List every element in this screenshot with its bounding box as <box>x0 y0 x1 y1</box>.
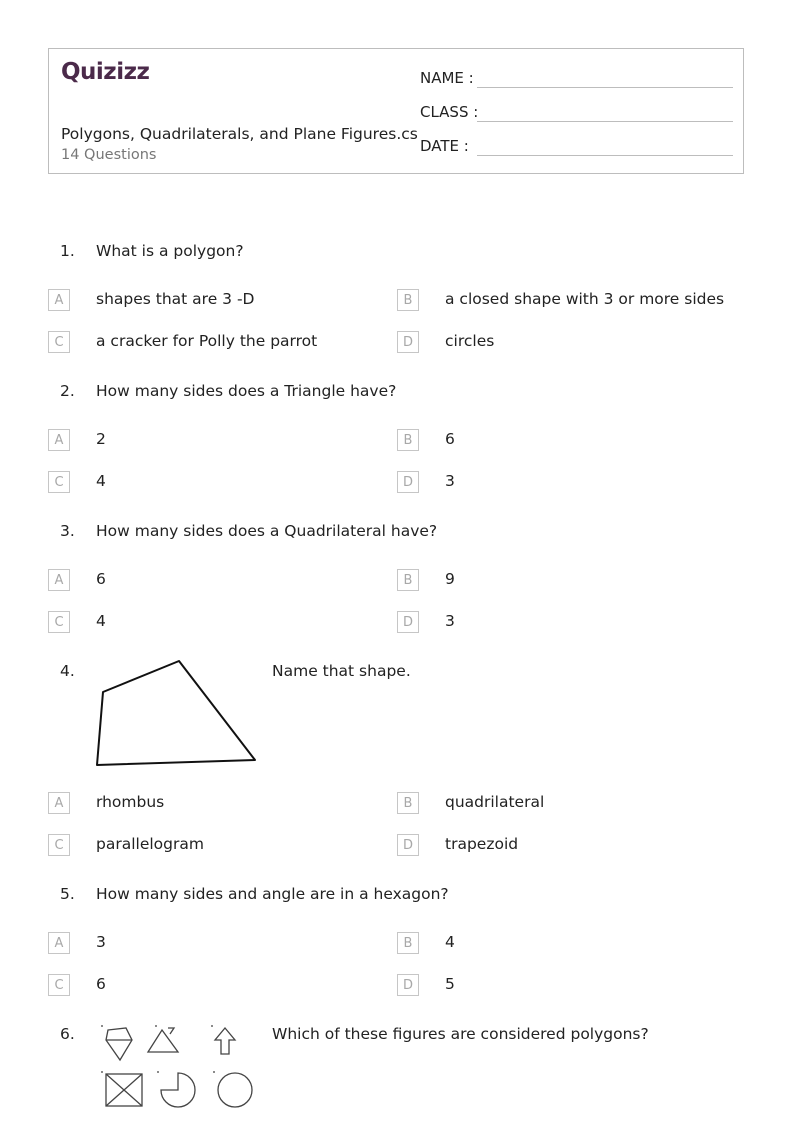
option-text: circles <box>445 332 495 350</box>
option-text: trapezoid <box>445 835 519 853</box>
date-line[interactable] <box>477 155 733 156</box>
question-number: 2. <box>60 382 75 400</box>
name-label: NAME : <box>420 69 474 87</box>
option-text: 6 <box>96 570 106 588</box>
question-count: 14 Questions <box>61 147 157 163</box>
option-text: a closed shape with 3 or more sides <box>445 290 725 308</box>
option-text: 2 <box>96 430 106 448</box>
date-label: DATE : <box>420 137 469 155</box>
option-letter-box[interactable]: C <box>48 834 70 856</box>
option-text: 3 <box>445 612 455 630</box>
class-label: CLASS : <box>420 103 479 121</box>
quadrilateral-figure <box>90 655 265 773</box>
option-letter-box[interactable]: A <box>48 289 70 311</box>
option-letter-box[interactable]: A <box>48 569 70 591</box>
question-text: What is a polygon? <box>96 242 244 260</box>
option-text: 6 <box>445 430 455 448</box>
option-letter-box[interactable]: B <box>397 289 419 311</box>
class-line[interactable] <box>477 121 733 122</box>
option-letter-box[interactable]: C <box>48 331 70 353</box>
option-text: 5 <box>445 975 455 993</box>
option-letter-box[interactable]: A <box>48 932 70 954</box>
option-letter-box[interactable]: D <box>397 471 419 493</box>
quizizz-logo: Quizizz <box>61 59 150 85</box>
option-text: 4 <box>445 933 455 951</box>
option-letter-box[interactable]: A <box>48 792 70 814</box>
option-letter-box[interactable]: B <box>397 429 419 451</box>
question-text: How many sides does a Quadrilateral have? <box>96 522 438 540</box>
option-letter-box[interactable]: B <box>397 792 419 814</box>
option-letter-box[interactable]: B <box>397 569 419 591</box>
question-number: 5. <box>60 885 75 903</box>
option-letter-box[interactable]: D <box>397 834 419 856</box>
option-letter-box[interactable]: C <box>48 974 70 996</box>
name-line[interactable] <box>477 87 733 88</box>
option-letter-box[interactable]: A <box>48 429 70 451</box>
option-text: shapes that are 3 -D <box>96 290 255 308</box>
question-text: How many sides and angle are in a hexagon? <box>96 885 449 903</box>
option-text: 3 <box>96 933 106 951</box>
option-letter-box[interactable]: D <box>397 611 419 633</box>
question-text: Which of these figures are considered polygons? <box>272 1025 649 1043</box>
option-letter-box[interactable]: D <box>397 331 419 353</box>
option-text: parallelogram <box>96 835 204 853</box>
question-text: How many sides does a Triangle have? <box>96 382 397 400</box>
option-text: a cracker for Polly the parrot <box>96 332 318 350</box>
option-text: 6 <box>96 975 106 993</box>
worksheet-header <box>48 48 744 174</box>
figures-grid <box>98 1022 258 1112</box>
option-text: 4 <box>96 612 106 630</box>
option-letter-box[interactable]: C <box>48 611 70 633</box>
worksheet-title: Polygons, Quadrilaterals, and Plane Figures.cs <box>61 125 418 143</box>
option-text: 3 <box>445 472 455 490</box>
question-number: 1. <box>60 242 75 260</box>
option-letter-box[interactable]: C <box>48 471 70 493</box>
option-text: 4 <box>96 472 106 490</box>
question-number: 3. <box>60 522 75 540</box>
option-letter-box[interactable]: B <box>397 932 419 954</box>
option-text: 9 <box>445 570 455 588</box>
question-number: 6. <box>60 1025 75 1043</box>
question-text: Name that shape. <box>272 662 411 680</box>
option-text: quadrilateral <box>445 793 545 811</box>
option-text: rhombus <box>96 793 165 811</box>
question-number: 4. <box>60 662 75 680</box>
option-letter-box[interactable]: D <box>397 974 419 996</box>
